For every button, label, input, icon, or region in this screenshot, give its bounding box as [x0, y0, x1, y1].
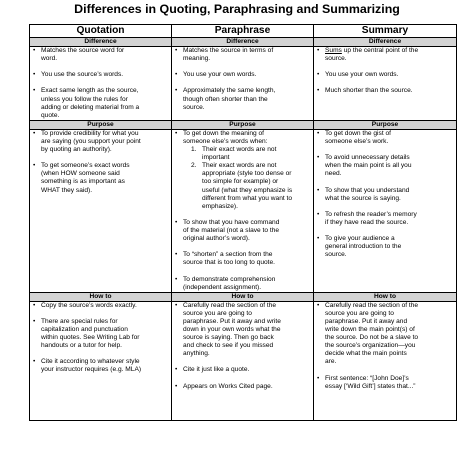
- list-item: [314, 87, 456, 95]
- bullet-icon: •: [33, 358, 36, 366]
- cell-purpose-paraphrase: [172, 129, 314, 292]
- list-item: [172, 130, 313, 211]
- numbered-sub-item: [183, 162, 311, 211]
- list-item: [30, 87, 171, 119]
- bullet-icon: •: [175, 366, 178, 374]
- list-item-text: You use the source’s words.: [41, 71, 124, 79]
- list-item: [30, 358, 171, 374]
- list-item: [314, 375, 456, 391]
- bullet-icon: •: [175, 129, 178, 137]
- list-item-text: Carefully read the section of the source you are going to paraphrase. Put it away and write down the main point(s) of the source. Do not be a slave to the source’s organization—you decide what the main points are.: [325, 301, 419, 366]
- section-heading-how-to-quotation: How to: [30, 292, 172, 301]
- sub-item-text: Their exact words are not appropriate (style too dense or too simple for example) or useful (what they emphasize is different from what you want to emphasize).: [202, 162, 293, 210]
- list-item-text: To demonstrate comprehension (independent assignment).: [183, 275, 276, 291]
- section-heading-how-to-paraphrase: How to: [172, 292, 314, 301]
- list-item: [30, 162, 171, 194]
- list-item: [172, 219, 313, 243]
- sub-item-text: Their exact words are not important: [202, 146, 277, 162]
- list-item: [172, 251, 313, 267]
- cell-difference-quotation: [30, 47, 172, 121]
- list-item-text: First sentence: “[John Doe]’s essay [‘Wild Gift’] states that...”: [325, 374, 416, 390]
- list-item-text: Copy the source’s words exactly.: [41, 301, 137, 309]
- cell-difference-paraphrase: [172, 47, 314, 121]
- list-item-text: To get someone’s exact words (when HOW someone said something is as important as WHAT they said).: [41, 162, 130, 194]
- list-item: [30, 47, 171, 63]
- bullet-icon: •: [33, 87, 36, 95]
- section-header-row: [30, 38, 457, 47]
- section-heading-difference-quotation: Difference: [30, 38, 172, 47]
- list-item-text: To get down the gist of someone else’s work.: [325, 129, 391, 145]
- bullet-icon: •: [33, 162, 36, 170]
- list-item: [314, 211, 456, 227]
- column-header-row: [30, 25, 457, 38]
- bullet-icon: •: [317, 154, 320, 162]
- bullet-icon: •: [33, 71, 36, 79]
- numbered-sub-item: [183, 146, 311, 162]
- column-header-quotation: Quotation: [30, 25, 172, 38]
- section-header-row: [30, 120, 457, 129]
- list-item: [30, 130, 171, 154]
- sub-item-number: 2.: [191, 162, 197, 170]
- cell-difference-summary: [314, 47, 457, 121]
- list-item-text: Carefully read the section of the source you are going to paraphrase. Put it away and write down in your own words what the source is saying. Then go back and check to see if you missed anything.: [183, 301, 281, 358]
- bullet-icon: •: [175, 71, 178, 79]
- cell-how-to-quotation: [30, 301, 172, 420]
- list-item-text: up the central point of the source.: [325, 47, 419, 63]
- list-item: [314, 235, 456, 259]
- list-item-text: Appears on Works Cited page.: [183, 382, 273, 390]
- section-header-row: [30, 292, 457, 301]
- bullet-icon: •: [175, 87, 178, 95]
- section-heading-difference-paraphrase: Difference: [172, 38, 314, 47]
- section-body-row: [30, 301, 457, 420]
- list-item: [172, 87, 313, 111]
- list-item: [314, 130, 456, 146]
- list-item: [314, 47, 456, 63]
- list-item: [30, 302, 171, 310]
- bullet-icon: •: [175, 301, 178, 309]
- section-heading-how-to-summary: How to: [314, 292, 457, 301]
- bullet-icon: •: [175, 275, 178, 283]
- list-item-text: To avoid unnecessary details when the main point is all you need.: [325, 154, 412, 178]
- bullet-icon: •: [175, 218, 178, 226]
- bullet-icon: •: [175, 47, 178, 54]
- list-item: [314, 71, 456, 79]
- list-item: [172, 71, 313, 79]
- list-item-text: Matches the source word for word.: [41, 47, 125, 63]
- list-item-text: You use your own words.: [325, 71, 399, 79]
- bullet-icon: •: [317, 374, 320, 382]
- section-body-row: [30, 129, 457, 292]
- cell-purpose-quotation: [30, 129, 172, 292]
- list-item-text: To “shorten” a section from the source that is too long to quote.: [183, 251, 276, 267]
- section-heading-purpose-quotation: Purpose: [30, 120, 172, 129]
- bullet-icon: •: [317, 87, 320, 95]
- section-heading-purpose-paraphrase: Purpose: [172, 120, 314, 129]
- list-item-text: Cite it just like a quote.: [183, 366, 250, 374]
- bullet-icon: •: [317, 235, 320, 243]
- bullet-icon: •: [175, 251, 178, 259]
- bullet-icon: •: [33, 47, 36, 54]
- list-item: [172, 302, 313, 359]
- cell-how-to-summary: [314, 301, 457, 420]
- list-item-text: To give your audience a general introduction to the source.: [325, 235, 402, 259]
- list-item-text: Approximately the same length, though often shorter than the source.: [183, 87, 276, 111]
- cell-purpose-summary: [314, 129, 457, 292]
- bullet-icon: •: [317, 129, 320, 137]
- list-item: [314, 302, 456, 367]
- list-item: [30, 71, 171, 79]
- bullet-icon: •: [33, 301, 36, 309]
- list-item-text: To refresh the reader’s memory if they have read the source.: [325, 210, 417, 226]
- section-heading-purpose-summary: Purpose: [314, 120, 457, 129]
- list-item: [172, 383, 313, 391]
- list-item: [172, 47, 313, 63]
- bullet-icon: •: [317, 47, 320, 54]
- bullet-icon: •: [33, 129, 36, 137]
- list-item-text: To show that you understand what the source is saying.: [325, 186, 410, 202]
- section-heading-difference-summary: Difference: [314, 38, 457, 47]
- page-title: Differences in Quoting, Paraphrasing and Summarizing: [74, 2, 400, 16]
- list-item-text: There are special rules for capitalization and punctuation within quotes. See Writing Lab for handouts or a tutor for help.: [41, 317, 140, 350]
- comparison-table: [29, 24, 457, 421]
- column-header-summary: Summary: [314, 25, 457, 38]
- list-item-text: You use your own words.: [183, 71, 257, 79]
- list-item-text: To provide credibility for what you are saying (you support your point by quoting an authority).: [41, 129, 141, 154]
- list-item: [172, 276, 313, 292]
- list-item: [314, 154, 456, 178]
- section-body-row: [30, 47, 457, 121]
- bullet-icon: •: [317, 210, 320, 218]
- sub-item-number: 1.: [191, 146, 197, 154]
- list-item: [314, 187, 456, 203]
- column-header-paraphrase: Paraphrase: [172, 25, 314, 38]
- list-item-text: Matches the source in terms of meaning.: [183, 47, 274, 63]
- list-item-text: Cite it according to whatever style your instructor requires (e.g. MLA): [41, 358, 142, 374]
- emphasized-word: Sums: [325, 47, 342, 54]
- list-item-text: To show that you have command of the material (not a slave to the original author’s word).: [183, 218, 280, 243]
- bullet-icon: •: [317, 186, 320, 194]
- list-item-text: Exact same length as the source, unless you follow the rules for adding or deleting material from a quote.: [41, 87, 140, 119]
- list-item: [30, 318, 171, 350]
- list-item-text: To get down the meaning of someone else’s words when:: [183, 129, 268, 145]
- list-item-text: Much shorter than the source.: [325, 87, 413, 95]
- bullet-icon: •: [317, 71, 320, 79]
- bullet-icon: •: [33, 317, 36, 325]
- bullet-icon: •: [175, 382, 178, 390]
- cell-how-to-paraphrase: [172, 301, 314, 420]
- list-item: [172, 366, 313, 374]
- bullet-icon: •: [317, 301, 320, 309]
